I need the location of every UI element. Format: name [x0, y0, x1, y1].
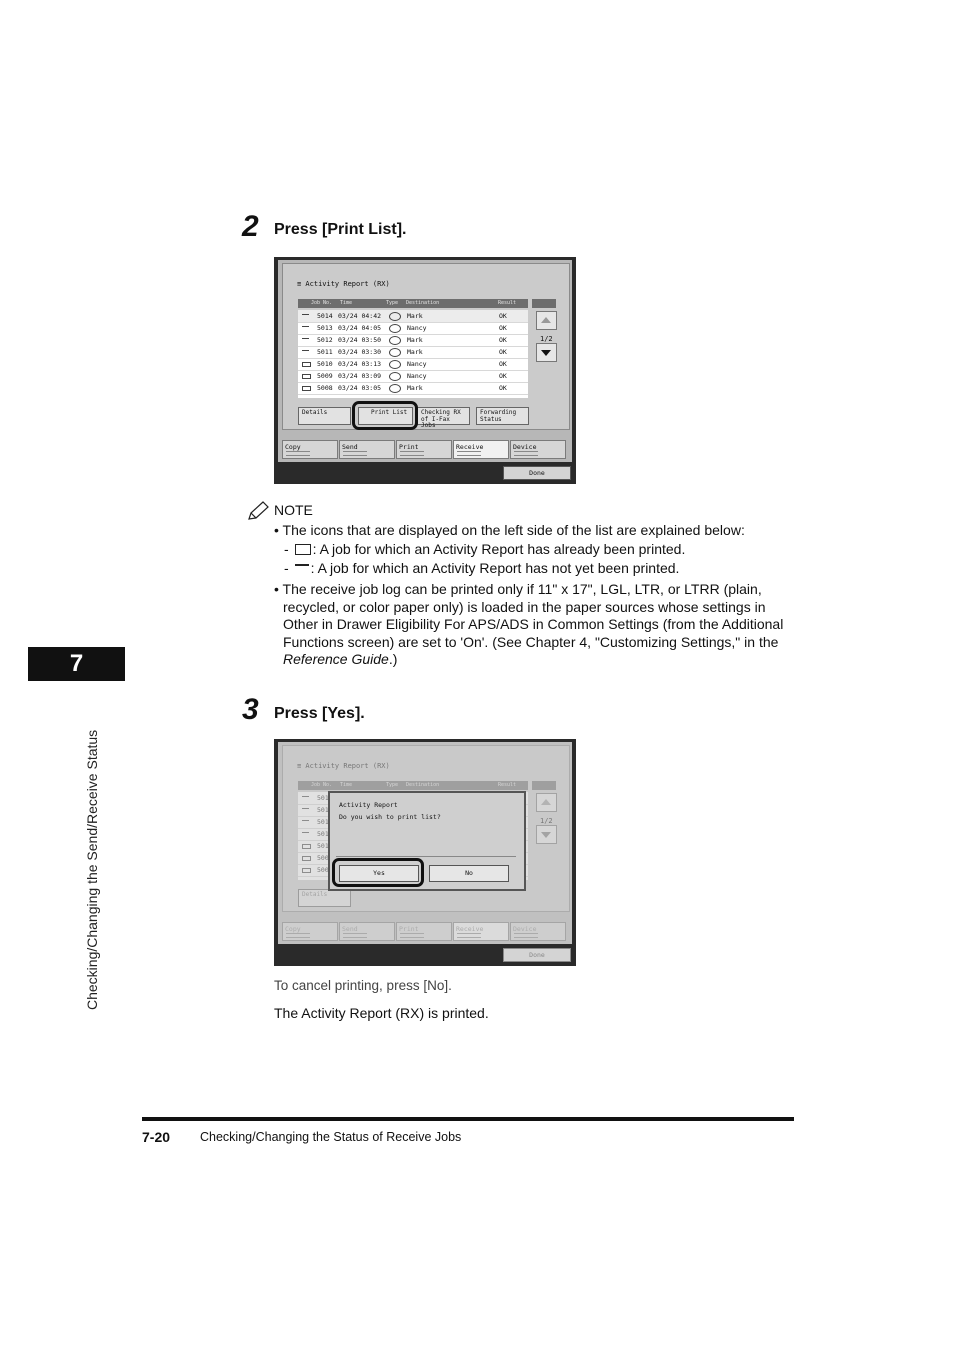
done-button[interactable]: Done [503, 466, 571, 480]
dialog-message: Do you wish to print list? [339, 813, 441, 821]
header-extension [532, 299, 556, 308]
job-result: OK [499, 360, 507, 368]
scroll-down-button[interactable] [536, 343, 557, 362]
job-destination: Mark [407, 384, 423, 392]
step-2-number: 2 [242, 210, 259, 243]
job-result: OK [499, 324, 507, 332]
not-printed-icon [302, 314, 309, 319]
table-row[interactable] [298, 382, 528, 395]
fax-type-icon [389, 384, 401, 393]
job-destination: Nancy [407, 324, 427, 332]
print-list-button[interactable]: Print List [358, 407, 413, 425]
forwarding-status-button[interactable]: Forwarding Status [476, 407, 529, 425]
note-bullet-1: • The icons that are displayed on the left side of the list are explained below: [274, 522, 745, 538]
job-result: OK [499, 336, 507, 344]
up-arrow-icon [541, 317, 551, 323]
pencil-icon [246, 500, 270, 522]
job-destination: Nancy [407, 360, 427, 368]
screen-background [278, 260, 572, 462]
dialog-title: Activity Report [339, 801, 398, 809]
job-list [298, 310, 528, 398]
step-2-text: Press [Print List]. [274, 221, 407, 238]
col-type: Type [386, 300, 399, 306]
job-number: 5008 [317, 384, 333, 392]
note-item-not-printed: - : A job for which an Activity Report has not yet been printed. [284, 560, 680, 576]
step-3-number: 3 [242, 693, 259, 726]
job-result: OK [499, 312, 507, 320]
tab-device[interactable]: Device [510, 440, 566, 459]
done-button: Done [503, 948, 571, 962]
step-3-text: Press [Yes]. [274, 705, 365, 722]
col-destination: Destination [406, 300, 440, 306]
fax-type-icon [389, 348, 401, 357]
scroll-up-button[interactable] [536, 311, 557, 330]
not-printed-job-icon [295, 564, 309, 570]
checking-rx-button[interactable]: Checking RX of I-Fax Jobs [417, 407, 470, 425]
print-confirm-dialog [328, 791, 526, 891]
note-bullet-2: • The receive job log can be printed only if 11" x 17", LGL, LTR, or LTRR (plain, recycled, or color paper only) is loaded in the paper sources whose settings in Other in Drawer Eligibility For APS/ADS in Common Settings (from the Additional Functions screen) are set to 'On'. (See Chapter 4, "Customizing Settings," in the Reference Guide.) [274, 581, 784, 667]
job-destination: Mark [407, 336, 423, 344]
down-arrow-icon [541, 350, 551, 356]
job-time: 03/24 04:05 [338, 324, 382, 332]
job-number: 5012 [317, 336, 333, 344]
tab-copy[interactable]: Copy [282, 440, 338, 459]
job-destination: Nancy [407, 372, 427, 380]
job-time: 03/24 03:50 [338, 336, 382, 344]
col-result: Result [498, 300, 517, 306]
note-item-printed: - : A job for which an Activity Report has already been printed. [284, 541, 686, 557]
fax-type-icon [389, 372, 401, 381]
printed-icon [302, 386, 311, 391]
col-job-no: Job No. [311, 300, 333, 306]
fax-type-icon [389, 312, 401, 321]
job-number: 5011 [317, 348, 333, 356]
result-text: The Activity Report (RX) is printed. [274, 1005, 489, 1021]
activity-report-screen [274, 257, 576, 484]
job-time: 03/24 03:30 [338, 348, 382, 356]
job-time: 03/24 03:09 [338, 372, 382, 380]
confirm-print-screen [274, 739, 576, 966]
activity-report-panel [282, 263, 570, 430]
job-destination: Mark [407, 348, 423, 356]
reference-guide-title: Reference Guide [283, 651, 389, 667]
not-printed-icon [302, 350, 309, 355]
col-time: Time [340, 300, 353, 306]
fax-type-icon [389, 360, 401, 369]
job-result: OK [499, 384, 507, 392]
page-indicator: 1/2 [540, 335, 553, 343]
note-label: NOTE [274, 502, 313, 518]
job-number: 5009 [317, 372, 333, 380]
yes-button[interactable]: Yes [339, 865, 419, 882]
job-destination: Mark [407, 312, 423, 320]
tab-receive[interactable]: Receive [453, 440, 509, 459]
chapter-tab: 7 [28, 647, 125, 681]
list-header [298, 299, 528, 308]
job-result: OK [499, 372, 507, 380]
not-printed-icon [302, 326, 309, 331]
fax-type-icon [389, 324, 401, 333]
job-number: 5010 [317, 360, 333, 368]
footer-title: Checking/Changing the Status of Receive Jobs [200, 1130, 462, 1144]
cancel-note: To cancel printing, press [No]. [274, 978, 452, 993]
not-printed-icon [302, 338, 309, 343]
printed-job-icon [295, 544, 311, 555]
fax-type-icon [389, 336, 401, 345]
tab-send[interactable]: Send [339, 440, 395, 459]
job-result: OK [499, 348, 507, 356]
printed-icon [302, 362, 311, 367]
panel-title: ≡ Activity Report (RX) [297, 280, 390, 288]
yes-highlight [332, 858, 424, 887]
printed-icon [302, 374, 311, 379]
details-button[interactable]: Details [298, 407, 351, 425]
chapter-side-title: Checking/Changing the Send/Receive Status [84, 729, 100, 1010]
job-time: 03/24 03:05 [338, 384, 382, 392]
print-list-highlight [352, 401, 418, 430]
no-button[interactable]: No [429, 865, 509, 882]
job-time: 03/24 03:13 [338, 360, 382, 368]
function-tabs [282, 440, 568, 459]
job-time: 03/24 04:42 [338, 312, 382, 320]
job-number: 5013 [317, 324, 333, 332]
tab-print[interactable]: Print [396, 440, 452, 459]
page-number: 7-20 [142, 1129, 171, 1145]
footer-rule [142, 1117, 794, 1121]
dialog-divider [336, 856, 516, 857]
job-number: 5014 [317, 312, 333, 320]
